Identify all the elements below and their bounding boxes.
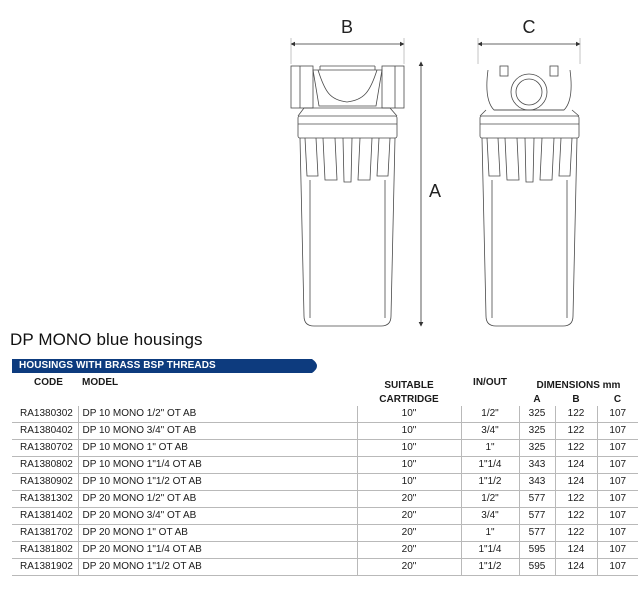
cell-dim-c: 107 — [597, 440, 638, 457]
cell-cartridge: 20" — [357, 491, 461, 508]
cell-inout: 1"1/2 — [461, 474, 519, 491]
cell-dim-c: 107 — [597, 457, 638, 474]
cell-code: RA1381402 — [12, 508, 78, 525]
dimension-b — [291, 17, 404, 64]
cell-cartridge: 20" — [357, 508, 461, 525]
table-row — [12, 457, 638, 474]
header-dim-c: C — [613, 394, 622, 405]
header-dim-a: A — [533, 394, 541, 405]
cell-model: DP 10 MONO 1"1/2 OT AB — [78, 474, 357, 491]
cell-model: DP 10 MONO 3/4" OT AB — [78, 423, 357, 440]
table-body — [12, 406, 638, 576]
table-row — [12, 440, 638, 457]
cell-dim-b: 122 — [555, 491, 597, 508]
cell-dim-c: 107 — [597, 525, 638, 542]
housing-spec-table — [12, 377, 638, 576]
housing-front-view — [291, 66, 404, 326]
cell-code: RA1380402 — [12, 423, 78, 440]
cell-inout: 3/4" — [461, 508, 519, 525]
table-row — [12, 508, 638, 525]
cell-cartridge: 10" — [357, 457, 461, 474]
cell-model: DP 10 MONO 1" OT AB — [78, 440, 357, 457]
dimension-a-label: A — [428, 181, 442, 201]
table-row — [12, 559, 638, 576]
cell-dim-c: 107 — [597, 474, 638, 491]
cell-model: DP 10 MONO 1"1/4 OT AB — [78, 457, 357, 474]
header-code: CODE — [34, 377, 63, 388]
cell-code: RA1381302 — [12, 491, 78, 508]
cell-inout: 1" — [461, 440, 519, 457]
cell-dim-b: 122 — [555, 508, 597, 525]
cell-code: RA1381902 — [12, 559, 78, 576]
cell-dim-a: 577 — [519, 525, 555, 542]
cell-code: RA1380702 — [12, 440, 78, 457]
cell-dim-b: 124 — [555, 474, 597, 491]
cell-inout: 1"1/4 — [461, 542, 519, 559]
table-row — [12, 423, 638, 440]
cell-model: DP 20 MONO 1" OT AB — [78, 525, 357, 542]
cell-inout: 1"1/2 — [461, 559, 519, 576]
dimension-c-label: C — [522, 17, 536, 37]
header-model: MODEL — [82, 377, 119, 388]
section-banner — [12, 359, 322, 373]
table-row — [12, 491, 638, 508]
header-dimensions: DIMENSIONS mm — [536, 380, 621, 391]
cell-dim-a: 595 — [519, 542, 555, 559]
cell-cartridge: 20" — [357, 559, 461, 576]
cell-dim-a: 343 — [519, 457, 555, 474]
cell-dim-c: 107 — [597, 423, 638, 440]
cell-model: DP 20 MONO 3/4" OT AB — [78, 508, 357, 525]
cell-cartridge: 20" — [357, 525, 461, 542]
cell-inout: 1/2" — [461, 491, 519, 508]
cell-dim-b: 122 — [555, 440, 597, 457]
cell-code: RA1381702 — [12, 525, 78, 542]
cell-cartridge: 10" — [357, 440, 461, 457]
cell-dim-c: 107 — [597, 491, 638, 508]
header-inout: IN/OUT — [473, 377, 507, 388]
dimension-c — [478, 17, 580, 64]
housing-side-view — [480, 66, 579, 326]
cell-cartridge: 10" — [357, 423, 461, 440]
cell-dim-b: 124 — [555, 457, 597, 474]
cell-model: DP 20 MONO 1/2" OT AB — [78, 491, 357, 508]
cell-dim-c: 107 — [597, 406, 638, 423]
cell-dim-a: 343 — [519, 474, 555, 491]
table-row — [12, 406, 638, 423]
dimension-a — [421, 62, 441, 326]
header-dim-b: B — [572, 394, 580, 405]
table-row — [12, 542, 638, 559]
cell-model: DP 20 MONO 1"1/2 OT AB — [78, 559, 357, 576]
cell-dim-c: 107 — [597, 508, 638, 525]
cell-dim-b: 124 — [555, 542, 597, 559]
cell-cartridge: 10" — [357, 474, 461, 491]
cell-code: RA1380902 — [12, 474, 78, 491]
cell-dim-c: 107 — [597, 542, 638, 559]
cell-dim-b: 122 — [555, 406, 597, 423]
cell-code: RA1380802 — [12, 457, 78, 474]
table-row — [12, 525, 638, 542]
cell-model: DP 10 MONO 1/2" OT AB — [78, 406, 357, 423]
header-cartridge-line1: SUITABLE — [384, 380, 434, 391]
table-row — [12, 474, 638, 491]
cell-dim-a: 577 — [519, 508, 555, 525]
cell-dim-a: 325 — [519, 440, 555, 457]
cell-inout: 3/4" — [461, 423, 519, 440]
cell-code: RA1380302 — [12, 406, 78, 423]
cell-cartridge: 20" — [357, 542, 461, 559]
header-cartridge-line2: CARTRIDGE — [379, 394, 439, 405]
table-header-row — [12, 377, 638, 392]
cell-cartridge: 10" — [357, 406, 461, 423]
cell-dim-b: 122 — [555, 525, 597, 542]
cell-dim-a: 595 — [519, 559, 555, 576]
dimension-b-label: B — [340, 17, 354, 37]
cell-inout: 1/2" — [461, 406, 519, 423]
cell-dim-b: 122 — [555, 423, 597, 440]
banner-label: HOUSINGS WITH BRASS BSP THREADS — [19, 360, 216, 371]
cell-dim-a: 577 — [519, 491, 555, 508]
cell-dim-a: 325 — [519, 406, 555, 423]
cell-dim-b: 124 — [555, 559, 597, 576]
cell-code: RA1381802 — [12, 542, 78, 559]
cell-dim-a: 325 — [519, 423, 555, 440]
cell-inout: 1" — [461, 525, 519, 542]
cell-model: DP 20 MONO 1"1/4 OT AB — [78, 542, 357, 559]
cell-inout: 1"1/4 — [461, 457, 519, 474]
section-title: DP MONO blue housings — [10, 330, 203, 349]
cell-dim-c: 107 — [597, 559, 638, 576]
